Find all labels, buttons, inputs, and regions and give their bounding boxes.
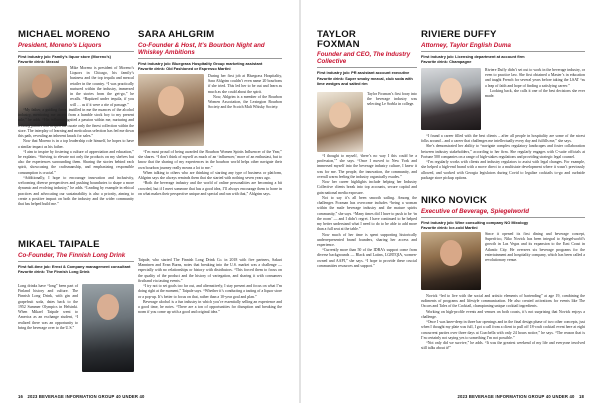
body-paragraph: “I try not to set goals too far out, and alternatively, I stay present and focus on what I’m doing right at the moment,” Taipale says. “Whether it’s conducting a tasting of a liquor store or a pop-up. It’s better to focus on that, rather than a 10-year goal and plan.” [138,284,282,299]
profile-name: MICHAEL MORENO [18,30,111,40]
profile-body [485,68,585,99]
body-paragraph: Long drinks have “long” been part of Finland history and culture. The Finnish Long Drink, with gin and grapefruit soda, dates back to the 1952 Summer Olympics in Helsinki. When Mikael Taipale went to America as an exchange student, “I realized there was an opportunity to bring the beverage over to the U.S.” [18,284,78,330]
profile-title: Founder and CEO, The Industry Collective [317,51,411,66]
profile-name: MIKAEL TAIPALE [18,240,100,250]
portrait-face [158,86,184,116]
divider [317,67,417,68]
profile-michael-moreno [18,30,134,242]
divider [421,217,585,218]
favorite-drink: Favorite drink: Champagne [421,58,472,64]
profile-body [367,92,417,108]
first-job: First industry job: Licensing department at account firm [421,53,525,59]
portrait-face [329,102,351,128]
body-paragraph: “I’m most proud of being awarded the Bourbon Women Spirits Influencer of the Year,” she shares. “I don’t think of myself as much of an ‘influencer,’ more of an enthusiast, but to know that the sharing of my experiences in the bourbon world helps other navigate their own bourbon journey really means a lot to me.” [138,150,282,170]
profile-riviere-duffy [421,30,585,200]
profile-meta [421,220,585,230]
first-job: First industry job: Wine consulting company NO Mixology [421,219,529,225]
body-paragraph: She’s demonstrated her ability to “navigate complex regulatory landscapes and foster collaboration between industry stakeholders,” according to her firm. She regularly engages with C-suite officials at Fortune 500 companies on a range of high-stakes regulations and providing strategic legal counsel. [421,144,585,159]
profile-name: RIVIERE DUFFY [421,30,497,40]
profile-meta [18,264,134,274]
profile-body-continued [138,258,282,316]
profile-mikael-taipale [18,240,282,390]
favorite-drink: Favorite drink: Ice-cold Martini [421,224,478,230]
left-page [0,0,299,403]
body-paragraph: “Additionally, I hope to encourage innovation and inclusivity, welcoming diverse perspectives and pushing boundaries to shape a more dynamic and evolving industry,” he adds. “Leading by example in ethical practices and advocating our sustainability is also a priority, aiming to create a positive impact on both the industry and the wider community that has helped build me.” [18,175,134,207]
first-job: First industry job: Family’s liquor store (Moreno’s) [18,53,111,59]
profile-body [485,232,585,263]
profile-body [18,66,134,207]
body-paragraph: “I aim to inspire by fostering a culture of appreciation and education,” he explains. “Striving to elevate not only the products on my shelves but also the experiences surrounding them. Sharing the stories behind each spirit, showcasing the craftsmanship, and emphasizing responsible consumption is crucial.” [18,149,134,175]
body-paragraph: “Currently more than 50 of the IDBA’s support come from diverse backgrounds — Black and Latinx, LGBTQIA, women-owned and AAPI,” she says. “I hope to provide these crucial communities resources and support.” [317,248,417,268]
profile-meta [18,54,134,64]
divider [138,58,282,59]
portrait-photo [317,92,363,152]
divider [18,261,134,262]
profile-meta [138,61,282,71]
right-page [301,0,600,403]
profile-name: NIKO NOVICK [421,196,488,206]
body-paragraph: Since it opened its first dining and beverage concept, Superfrico, Niko Novick has been integral to Spiegelworld’s growth in Las Vegas and its expansion to the East Coast in Atlantic City. He oversees six beverage programs for the entertainment and hospitality company, which has been called a revolutionary venue. [485,232,585,263]
page-footer [18,394,145,399]
profile-body [18,284,78,331]
profile-title: Co-Founder & Host, It’s Bourbon Night and Whiskey Ambitions [138,41,265,56]
profile-body [208,74,282,111]
body-paragraph: Riviere Duffy didn’t set out to work in the beverage industry, or even to practice law. She first obtained a Master’s in education and taught French for several years before taking the LSAT “as a leap of faith and hope of finding a satisfying career.” [485,68,585,88]
body-paragraph: During her first job at Bluegrass Hospitality, Sara Ahlgrim couldn’t even name 20 bourbons if she tried. This led her to be out and learn as much as she could about the spirit. [208,74,282,94]
first-job: First industry job: Bluegrass Hospitality Group marketing assistant [138,60,263,66]
body-paragraph: “Both the beverage industry and the world of online personalities are becoming a bit crowded, but if I meet someone that has a good idea, I’ll always encourage them to hone in on what makes their perspective unique and special and run with that,” Ahlgrim says. [138,181,282,196]
body-paragraph: Now her career highlights include helping her Industry Collective clients break into top accounts, secure capital and gain national media exposure. [317,180,417,195]
body-paragraph: “My father, a guiding force, instilled in me the nuances of the alcohol industry, mentoring me ascent from a humble stock boy to my present role,” he adds. “His influence ignited a passion within me, nurturing and refining palates that helped me curate only the finest collection within the store. The interplay of learning and meticulous selection has fed me down this path, revealing an inherent knack for sales.” [18,107,134,139]
body-paragraph: “I’m regularly works with clients and industry regulators to assist with legal changes. For example, she helped a high-end brand with a move direct to a multistate development where it wasn’t previously allowed, and worked with Georgia legislators during Covid to legalize cocktails to-go and curbside package store pickup options. [421,160,585,180]
body-paragraph: Taipale, who started The Finnish Long Drink Co. in 2018 with five partners, Sakari Manninen and Evan Burns, notes that breaking into the U.S. market was a challenge — especially with no relationships or history with distributors. “This forced them to focus on the quality of the product and the history of variegation, and sharing it with consumers firsthand via tasting events.” [138,258,282,283]
page-footer [457,394,584,399]
divider [421,51,585,52]
profile-sara-ahlgrim [138,30,282,242]
profile-name: TAYLOR FOXMAN [317,30,360,50]
favorite-drink: Favorite drink: Super smoky mezcal, club soda with lime wedges and salted rim [317,75,413,86]
body-paragraph: Looking back, she calls it one of the best decisions she ever made. [485,88,585,99]
favorite-drink: Favorite drink: Mezcal [18,58,59,64]
favorite-drink: Favorite drink: The Finnish Long Drink [18,268,90,274]
profile-body-continued [421,134,585,181]
body-paragraph: Now, Ahlgrim is a member of the Bourbon Women Association, the Lexington Bourbon Society and the Scotch Malt Whisky Society. [208,94,282,110]
body-paragraph: Now that Moreno is in a top leadership role himself, he hopes to have a similar impact as his father. [18,139,134,149]
body-paragraph: Taylor Foxman’s first foray into the beverage industry was selecting Le Sorbla in college. [367,92,417,107]
body-paragraph: “I thought to myself, ‘there’s no way I this could be a profession,’” she says. “Once I moved to New York and immersed myself into the beverage industry culture, I knew it was for me. The people, the innovation, the community, and overall warm feeling the industry organically exudes.” [317,154,417,179]
profile-title: Attorney, Taylor English Duma [421,41,511,49]
body-paragraph: When talking to others who are thinking of starting any type of business or platform, Ahlgrim says she always reminds them that she started with nothing seven years ago. [138,170,282,181]
publication-name: 2023 BEVERAGE INFORMATION GROUP 40 UNDER 40 [27,394,145,399]
body-paragraph: Mike Moreno is president of Moreno’s Liquors in Chicago, his family’s business and the top tequila and mezcal retailer in the country. “I was practically nurtured within the industry, immersed in the stories from the get-go,” he recalls. “Baptized under tequila, if you will … as if it were a rite of passage.” [70,66,134,107]
favorite-drink: Favorite drink: Old Fashioned or Espresso Martini [138,65,231,71]
first-job: First full-time job: Ernst & Company management consultant [18,263,131,269]
profile-name: SARA AHLGRIM [138,30,215,40]
publication-name: 2023 BEVERAGE INFORMATION GROUP 40 UNDER 40 [457,394,575,399]
body-paragraph: Beverage alcohol is a fun industry in which you’re essentially selling an experience and a good time, he notes. “There are a ton of opportunities for disruption and breaking the norm if you come up with a good and original idea.” [138,299,282,315]
portrait-photo [421,68,481,130]
portrait-face [440,78,462,104]
page-number: 18 [578,394,584,399]
profile-meta [317,70,417,85]
body-paragraph: “I found a career filled with the best clients – after all people in hospitality are some of the nicest folks around – and a career that challenges me intellectually every day and fulfills me,” she says. [421,134,585,144]
page-number: 16 [18,394,24,399]
profile-niko-novick [421,196,585,386]
profile-title: Executive of Beverage, Spiegelworld [421,207,529,215]
profile-body-continued [138,150,282,197]
profile-taylor-foxman [317,30,417,382]
divider [18,51,134,52]
portrait-face [440,240,462,266]
portrait-face [97,294,119,320]
portrait-photo [138,74,204,146]
first-job: First industry job: PR assistant account executive [317,70,410,76]
body-paragraph: “Once I was knee-deep in three bar openings and in the final design phase of two other concepts, just when I thought my plate was full, I got a call from a client to pull off 18-craft cocktail event here at eight concurrent parties over three days at Coachella with only 24 hours notice,” he says. “The reason that is I’m certainly not saying yes to something I’m not possible.” [421,320,585,340]
body-paragraph: Not to say it’s all been smooth sailing. Among the challenges Foxman has overcome includes “being a woman within the male beverage industry and the mature spirits community,” she says. “Many times did I have to push to be ‘in the room’ — and I didn’t regret. I have continued to be helped my better understand what I need to do to be able to add more than a full seat at the table.” [317,195,417,232]
body-paragraph: “Not only did we survive,” he adds. “It was the greatest weekend of my life and everyone involved still talks about it!” [421,341,585,351]
profile-body-continued [317,154,417,269]
body-paragraph: Novick “led to live with the social and artistic elements of bartending” at age 19, combining the rudiments of programs and lifestyle communication. He also created activations for events like The Oscars and Tales of the Cocktail, championing unique cocktail ingredients. [421,294,585,309]
portrait-photo [82,284,134,372]
profile-body-continued [421,294,585,352]
profile-title: Co-Founder, The Finnish Long Drink [18,251,126,259]
profile-meta [421,54,585,64]
profile-title: President, Moreno’s Liquors [18,41,102,49]
body-paragraph: Now much of her time is spent supporting historically underrepresented brand founders, sharing her access and experience. [317,232,417,247]
body-paragraph: Working on high-profile events and venues on both coasts, it’s not surprising that Novick enjoys a challenge. [421,309,585,319]
portrait-photo [421,232,481,290]
